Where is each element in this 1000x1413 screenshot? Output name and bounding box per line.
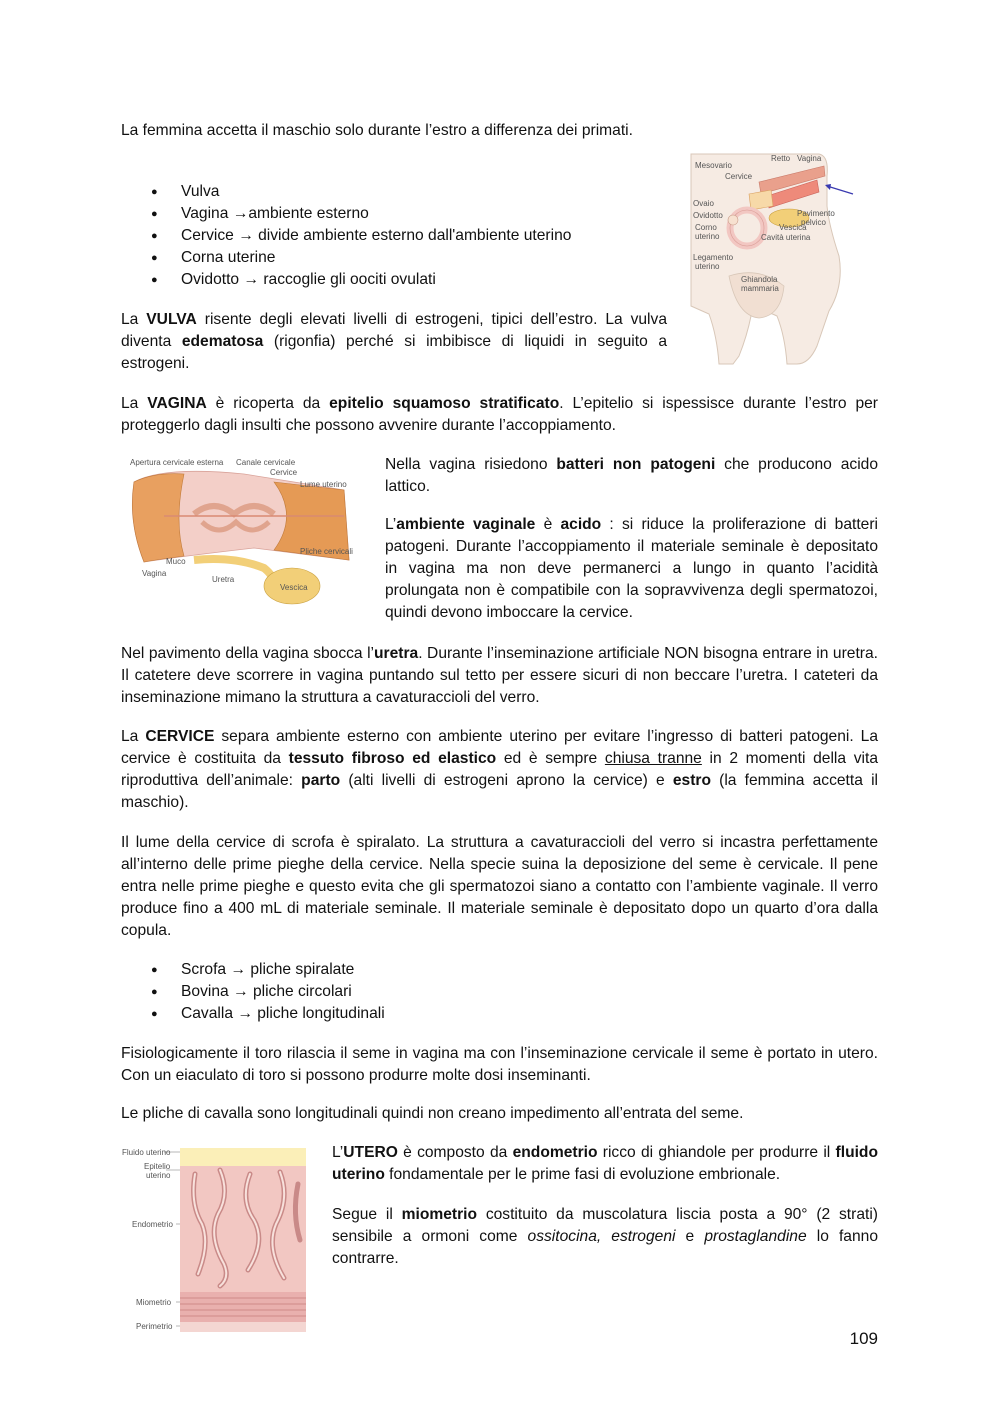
estro-term: estro <box>672 772 711 789</box>
svg-text:Endometrio: Endometrio <box>132 1220 173 1229</box>
myometrium-paragraph: Segue il miometrio costituito da muscolatura liscia posta a 90° (2 strati) sensibile a ormoni come ossitocina, estrogeni e prostaglandine lo fanno contrarre. <box>332 1206 878 1267</box>
edematosa-term: edematosa <box>181 333 264 350</box>
svg-text:Vagina: Vagina <box>797 154 822 163</box>
utero-term: UTERO <box>343 1144 398 1161</box>
intro-paragraph: La femmina accetta il maschio solo durante l’estro a differenza dei primati. <box>121 122 633 139</box>
svg-text:Retto: Retto <box>771 154 791 163</box>
organ-list <box>121 181 667 291</box>
svg-text:Canale cervicale: Canale cervicale <box>236 458 296 467</box>
svg-text:Ovaio: Ovaio <box>693 199 714 208</box>
vulva-paragraph: La VULVA risente degli elevati livelli di estrogeni, tipici dell’estro. La vulva diventa edematosa (rigonfia) perché si imbibisce di liquidi in seguito a estrogeni. <box>121 311 668 372</box>
arrow-icon <box>827 186 853 194</box>
tissue-term: tessuto fibroso ed elastico <box>288 750 497 767</box>
urethra-paragraph: Nel pavimento della vagina sbocca l’uretra. Durante l’inseminazione artificiale NON bisogna entrare in uretra. Il catetere deve scorrere in vagina puntando sul tetto per essere sicuri di non beccare l’uretra. I cateteri da inseminazione mimano la struttura a cavaturaccioli del verro. <box>121 645 878 706</box>
list-item: ● Vagina →ambiente esterno <box>121 203 667 225</box>
urethra-term: uretra <box>374 645 419 662</box>
svg-text:uterino: uterino <box>695 262 720 271</box>
epitelio-term: epitelio squamoso stratificato <box>329 395 560 412</box>
svg-text:Muco: Muco <box>166 557 186 566</box>
svg-text:Vescica: Vescica <box>280 583 308 592</box>
list-item: ● Bovina → pliche circolari <box>121 981 878 1003</box>
svg-text:Ghiandola: Ghiandola <box>741 275 778 284</box>
uterine-wall-figure <box>120 1144 310 1336</box>
svg-text:Perimetrio: Perimetrio <box>136 1322 173 1331</box>
list-item: ● Ovidotto → raccoglie gli oociti ovulati <box>121 269 667 291</box>
hormones-term: ossitocina, estrogeni <box>527 1228 676 1245</box>
svg-text:Fluido uterino: Fluido uterino <box>122 1148 171 1157</box>
cervix-paragraph: La CERVICE separa ambiente esterno con ambiente uterino per evitare l’ingresso di batteri patogeni. La cervice è costituita da tessuto fibroso ed elastico ed è sempre chiusa tranne in 2 momenti della vita riproduttiva dell’animale: parto (alti livelli di estrogeni aprono la cervice) e estro (la femmina accetta il maschio). <box>121 728 879 811</box>
bull-paragraph: Fisiologicamente il toro rilascia il seme in vagina ma con l’inseminazione cervicale il seme è portato in utero. Con un eiaculato di toro si possono produrre molte dosi inseminanti. <box>121 1045 878 1084</box>
svg-text:Corno: Corno <box>695 223 717 232</box>
prostaglandins-term: prostaglandine <box>704 1228 807 1245</box>
closed-except-term: chiusa tranne <box>604 750 702 767</box>
uterus-paragraph: L’UTERO è composto da endometrio ricco di ghiandole per produrre il fluido uterino fondamentale per le prime fasi di evoluzione embrionale. <box>332 1144 878 1183</box>
vagina-paragraph: La VAGINA è ricoperta da epitelio squamoso stratificato. L’epitelio si ispessisce durante l’estro per proteggerlo dagli insulti che possono avvenire durante l’accoppiamento. <box>121 395 878 434</box>
page-number: 109 <box>849 1329 878 1348</box>
cervix-term: CERVICE <box>145 728 215 745</box>
svg-text:Cavità uterina: Cavità uterina <box>761 233 811 242</box>
svg-text:Cervice: Cervice <box>725 172 753 181</box>
endometrio-term: endometrio <box>512 1144 598 1161</box>
vaginal-environment-term: ambiente vaginale <box>396 516 536 533</box>
svg-text:Pliche cervicali: Pliche cervicali <box>300 547 353 556</box>
cow-reproductive-tract-figure <box>689 146 859 366</box>
cervix-vagina-figure <box>124 452 364 614</box>
svg-text:Mesovario: Mesovario <box>695 161 732 170</box>
svg-text:Ovidotto: Ovidotto <box>693 211 723 220</box>
list-item: ● Vulva <box>121 181 667 203</box>
acid-environment-paragraph: L’ambiente vaginale è acido : si riduce la proliferazione di batteri patogeni. Durante l’accoppiamento il materiale seminale è depositato in vagina ma non deve permanerci a lungo in quanto l’acidità prolungata non è compatibile con la sopravvivenza degli spermatozoi, quindi devono imboccare la cervice. <box>385 516 878 621</box>
vagina-term: VAGINA <box>147 395 207 412</box>
svg-text:uterino: uterino <box>146 1171 171 1180</box>
svg-text:Vagina: Vagina <box>142 569 167 578</box>
svg-text:Epitelio: Epitelio <box>144 1162 171 1171</box>
list-item: ● Scrofa → pliche spiralate <box>121 959 878 981</box>
svg-text:uterino: uterino <box>695 232 720 241</box>
mare-paragraph: Le pliche di cavalla sono longitudinali quindi non creano impedimento all’entrata del seme. <box>121 1105 744 1122</box>
svg-text:mammaria: mammaria <box>741 284 779 293</box>
svg-text:Legamento: Legamento <box>693 253 734 262</box>
svg-text:Miometrio: Miometrio <box>136 1298 172 1307</box>
list-item: ● Cavalla → pliche longitudinali <box>121 1003 878 1025</box>
svg-text:pelvico: pelvico <box>801 218 826 227</box>
svg-text:Vescica: Vescica <box>779 223 807 232</box>
bacteria-paragraph: Nella vagina risiedono batteri non patogeni che producono acido lattico. <box>385 456 878 495</box>
svg-text:Lume uterino: Lume uterino <box>300 480 347 489</box>
fluido-term: fluido uterino <box>332 1144 878 1183</box>
folds-list <box>121 959 878 1025</box>
vulva-term: VULVA <box>146 311 197 328</box>
acid-term: acido <box>560 516 602 533</box>
list-item: ● Cervice → divide ambiente esterno dall'ambiente uterino <box>121 225 667 247</box>
sow-cervix-paragraph: Il lume della cervice di scrofa è spiralato. La struttura a cavaturaccioli del verro si incastra perfettamente all’interno delle prime pieghe della cervice. Nella specie suina la deposizione del seme è cervicale. Il pene entra nelle prime pieghe e questo evita che gli spermatozoi siano a contatto con l’ambiente vaginale. Il verro produce fino a 400 mL di materiale seminale. Il materiale seminale è depositato dopo un quarto d’ora dalla copula. <box>121 834 878 939</box>
svg-text:Pavimento: Pavimento <box>797 209 835 218</box>
svg-text:Apertura cervicale esterna: Apertura cervicale esterna <box>130 458 224 467</box>
miometrio-term: miometrio <box>401 1206 478 1223</box>
svg-text:Cervice: Cervice <box>270 468 298 477</box>
list-item: ● Corna uterine <box>121 247 667 269</box>
parto-term: parto <box>301 772 341 789</box>
svg-text:Uretra: Uretra <box>212 575 235 584</box>
bacteria-term: batteri non patogeni <box>556 456 716 473</box>
